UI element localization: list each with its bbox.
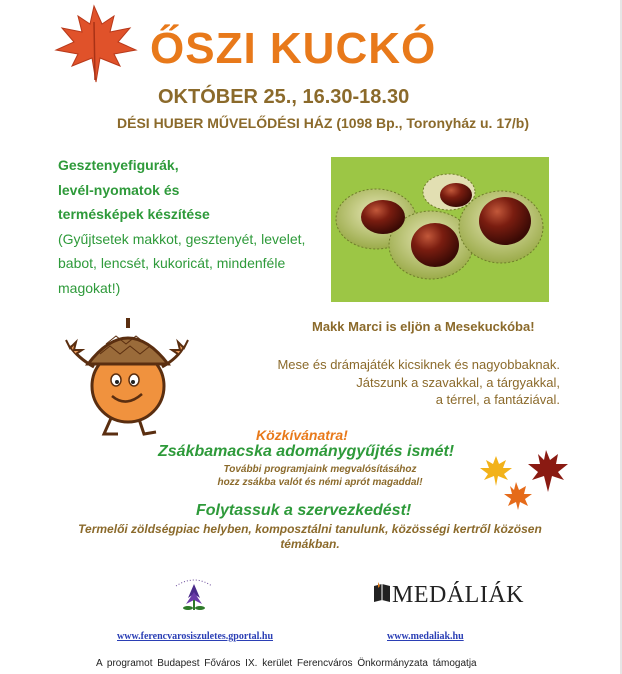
maple-leaf-icon [48,2,140,86]
donation-line: hozz zsákba valót és némi aprót magaddal! [217,477,423,488]
page-title: ŐSZI KUCKÓ [150,24,437,73]
activity-line: termésképek készítése [58,206,210,222]
activity-line: levél-nyomatok és [58,181,180,198]
event-venue: DÉSI HUBER MŰVELŐDÉSI HÁZ (1098 Bp., Toronyház u. 17/b) [117,115,530,131]
sponsor-footer: A programot Budapest Főváros IX. kerület Ferencváros Önkormányzata támogatja [96,658,477,669]
community-headline: Folytassuk a szervezkedést! [196,502,412,519]
activities-block [58,153,328,300]
mesekucko-line: a térrel, a fantáziával. [435,392,560,407]
autumn-leaves-icon [476,446,572,512]
medaliak-website-link[interactable]: www.medaliak.hu [387,631,464,642]
medaliak-logo-text: MEDÁLIÁK [392,582,524,608]
ferencvaros-website-link[interactable]: www.ferencvarosiszuletes.gportal.hu [117,631,274,642]
chestnut-photo [331,157,549,302]
activity-note: magokat!) [58,279,121,296]
donation-text [155,463,485,489]
ferencvaros-logo [166,576,222,612]
donation-line: További programjaink megvalósításához [223,464,417,475]
medaliak-logo-icon [372,582,392,604]
donation-request: Közkívánatra! [256,427,348,443]
mesekucko-line: Mese és drámajáték kicsiknek és nagyobbaknak. [277,357,560,372]
activity-note: (Gyűjtsetek makkot, gesztenyét, levelet, [58,230,306,247]
acorn-mascot-illustration [60,312,196,440]
mesekucko-line: Játszunk a szavakkal, a tárgyakkal, [356,374,560,390]
donation-headline: Zsákbamacska adománygyűjtés ismét! [158,443,455,460]
mesekucko-description [277,356,560,409]
activity-line: Gesztenyefigurák, [58,157,179,173]
event-date: OKTÓBER 25., 16.30-18.30 [158,86,410,108]
mesekucko-headline: Makk Marci is eljön a Mesekuckóba! [312,319,535,334]
community-text: Termelői zöldségpiac helyben, komposztálni tanulunk, közösségi kertről közösen témákban. [78,522,542,551]
activity-note: babot, lencsét, kukoricát, mindenféle [58,255,286,271]
